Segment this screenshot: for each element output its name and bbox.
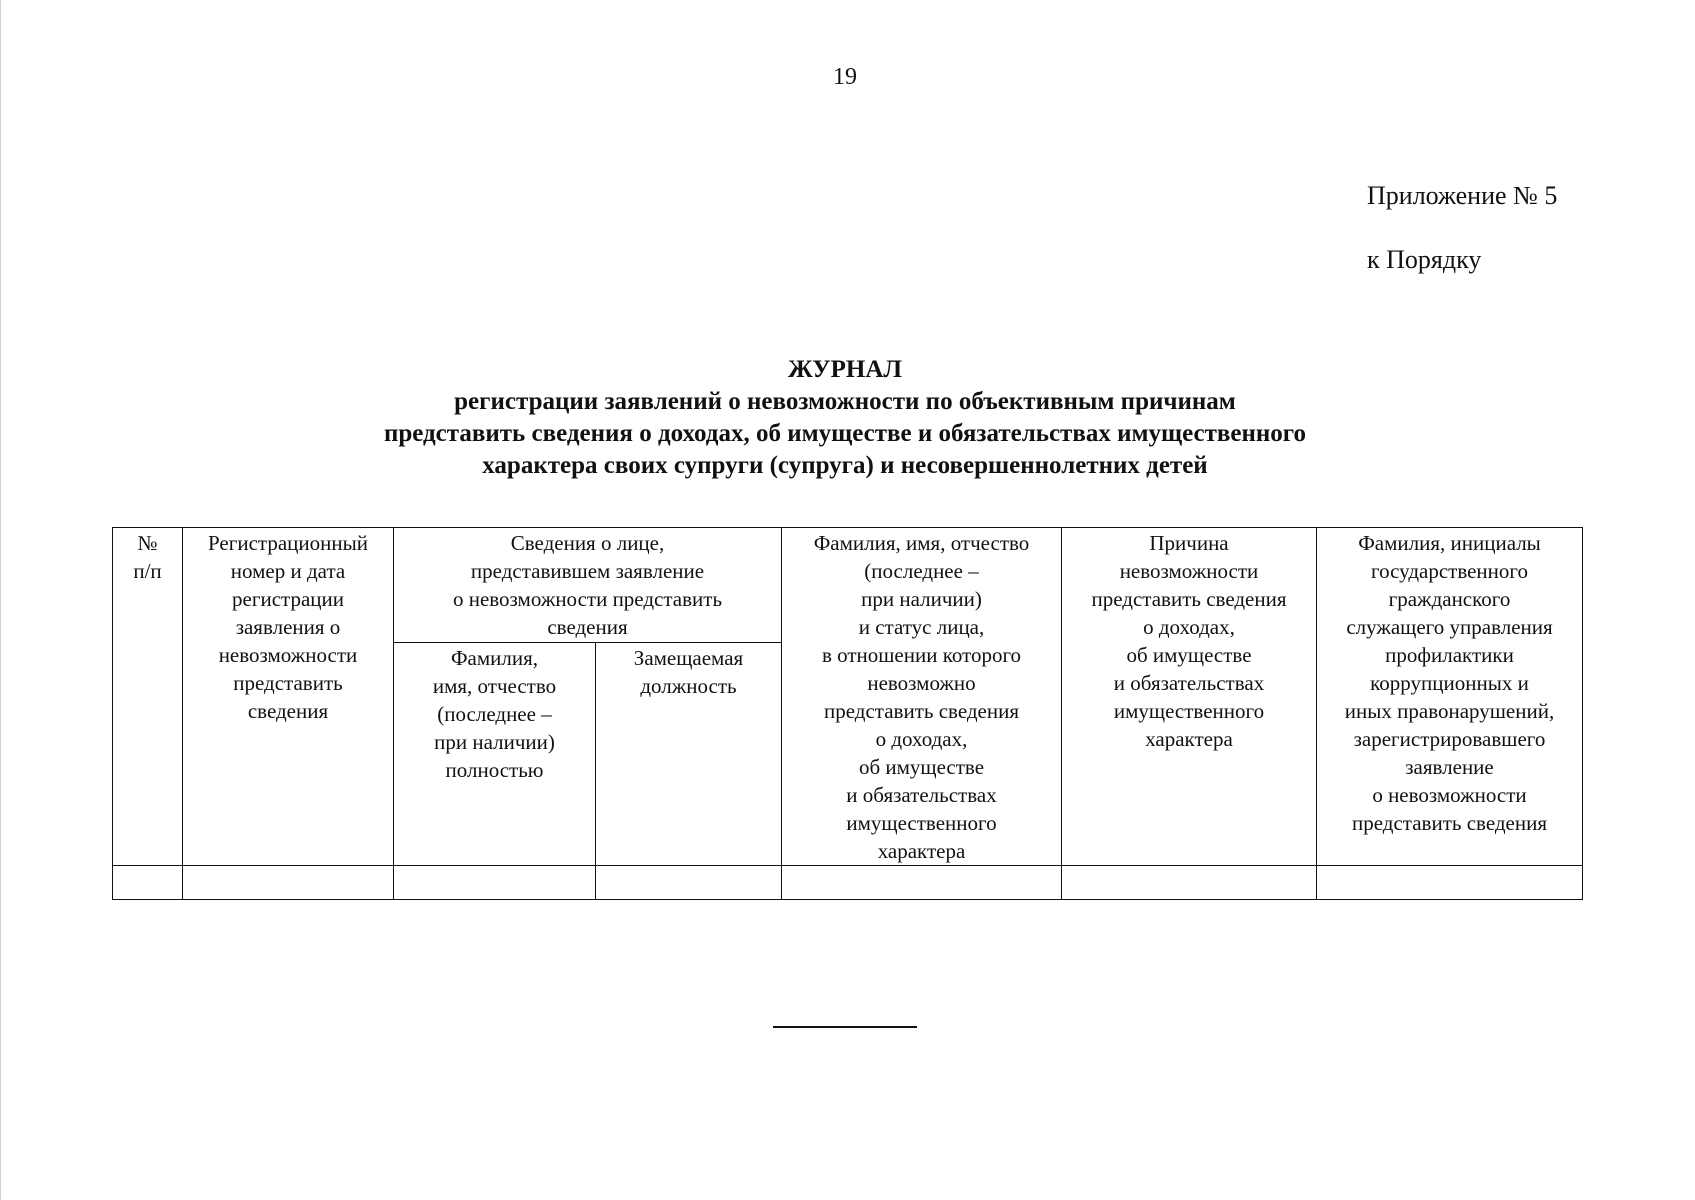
table-cell	[1062, 866, 1317, 900]
header-relative: Фамилия, имя, отчество (последнее – при наличии) и статус лица, в отношении которого невозможно представить сведения о доходах, об имуществе и обязательствах имущественного характера	[782, 528, 1062, 866]
end-of-document-line	[773, 1026, 917, 1028]
header-applicant-name: Фамилия, имя, отчество (последнее – при наличии) полностью	[394, 642, 596, 865]
header-officer: Фамилия, инициалы государственного гражданского служащего управления профилактики коррупционных и иных правонарушений, зарегистрировавшего заявление о невозможности представить сведения	[1317, 528, 1583, 866]
header-registration: Регистрационный номер и дата регистрации заявления о невозможности представить сведения	[183, 528, 394, 866]
header-applicant-position: Замещаемая должность	[596, 642, 782, 865]
appendix-reference: к Порядку	[1367, 245, 1482, 274]
table-cell	[113, 866, 183, 900]
table-row	[113, 866, 1583, 900]
table-cell	[394, 866, 596, 900]
table-header-row	[113, 528, 1583, 643]
page-number: 19	[833, 64, 857, 90]
header-number: № п/п	[113, 528, 183, 866]
header-reason: Причина невозможности представить сведения о доходах, об имуществе и обязательствах имущественного характера	[1062, 528, 1317, 866]
header-applicant-info: Сведения о лице, представившем заявление о невозможности представить сведения	[394, 528, 782, 643]
title-line-2: представить сведения о доходах, об имуществе и обязательствах имущественного	[383, 420, 1307, 447]
table-cell	[183, 866, 394, 900]
title-heading: ЖУРНАЛ	[787, 356, 903, 383]
title-line-1: регистрации заявлений о невозможности по объективным причинам	[454, 388, 1236, 415]
table-cell	[782, 866, 1062, 900]
appendix-label: Приложение № 5	[1367, 181, 1558, 210]
table-cell	[596, 866, 782, 900]
table-cell	[1317, 866, 1583, 900]
document-title	[200, 354, 1490, 482]
page-left-edge	[0, 0, 1, 1200]
title-line-3: характера своих супруги (супруга) и несовершеннолетних детей	[482, 452, 1208, 479]
journal-table	[112, 527, 1583, 900]
